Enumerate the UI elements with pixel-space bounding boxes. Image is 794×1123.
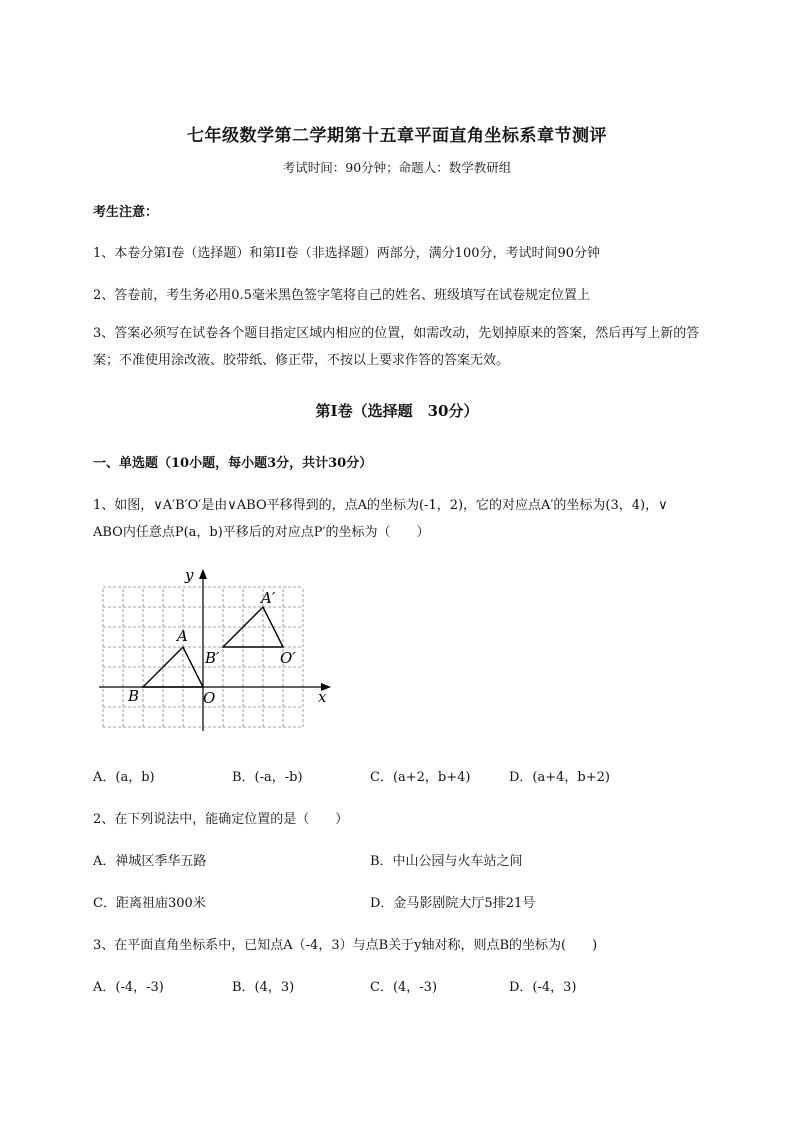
figure-labels	[127, 566, 327, 707]
question-3-text: 3、在平面直角坐标系中，已知点A（-4，3）与点B关于y轴对称，则点B的坐标为( )	[93, 938, 598, 953]
question-1-option-a[interactable]: A．(a，b)	[93, 770, 155, 785]
section-title: 第I卷（选择题 30分）	[315, 402, 479, 420]
question-2-option-c[interactable]: C．距离祖庙300米	[93, 896, 206, 911]
question-1-option-b[interactable]: B．(-a，-b)	[232, 770, 303, 785]
question-3-option-b[interactable]: B．(4，3)	[232, 980, 295, 995]
notice-heading: 考生注意：	[93, 205, 159, 220]
notice-item-1: 1、本卷分第I卷（选择题）和第II卷（非选择题）两部分，满分100分，考试时间90分钟	[93, 246, 601, 261]
x-axis-label: x	[318, 688, 327, 706]
notice-item-2: 2、答卷前，考生务必用0.5毫米黑色签字笔将自己的姓名、班级填写在试卷规定位置上	[93, 288, 590, 303]
coordinate-figure	[93, 560, 343, 735]
point-a-prime-label: A′	[261, 589, 276, 607]
point-b-prime-label: B′	[205, 649, 220, 667]
question-2-option-a[interactable]: A．禅城区季华五路	[93, 854, 207, 869]
question-1-option-d[interactable]: D．(a+4，b+2)	[509, 770, 610, 785]
exam-subtitle: 考试时间：90分钟；命题人：数学教研组	[282, 160, 512, 175]
y-axis-arrow	[199, 569, 207, 579]
question-2-option-b[interactable]: B．中山公园与火车站之间	[370, 854, 523, 869]
point-a-label: A	[177, 627, 188, 645]
question-3-option-c[interactable]: C．(4，-3)	[370, 980, 438, 995]
question-1-option-c[interactable]: C．(a+2，b+4)	[370, 770, 471, 785]
question-2-option-d[interactable]: D．金马影剧院大厅5排21号	[370, 896, 536, 911]
part-title: 一、单选题（10小题，每小题3分，共计30分）	[93, 456, 373, 471]
question-1-line-1: 1、如图，∨A′B′O′是由∨ABO平移得到的，点A的坐标为(-1，2)，它的对应点A′的坐标为(3，4)，∨	[93, 498, 668, 513]
question-1-line-2: ABO内任意点P(a，b)平移后的对应点P′的坐标为（ ）	[93, 525, 430, 540]
point-b-label: B	[128, 687, 140, 705]
notice-item-3: 3、答案必须写在试卷各个题目指定区域内相应的位置，如需改动，先划掉原来的答案，然后再写上新的答案；不准使用涂改液、胶带纸、修正带，不按以上要求作答的答案无效。	[93, 326, 700, 368]
y-axis-label: y	[185, 566, 194, 584]
page-title: 七年级数学第二学期第十五章平面直角坐标系章节测评	[187, 126, 607, 146]
origin-label: O	[203, 689, 216, 707]
question-2-text: 2、在下列说法中，能确定位置的是（ ）	[93, 812, 349, 827]
question-3-option-d[interactable]: D．(-4，3)	[509, 980, 577, 995]
point-o-prime-label: O′	[280, 649, 296, 667]
question-3-option-a[interactable]: A．(-4，-3)	[93, 980, 164, 995]
